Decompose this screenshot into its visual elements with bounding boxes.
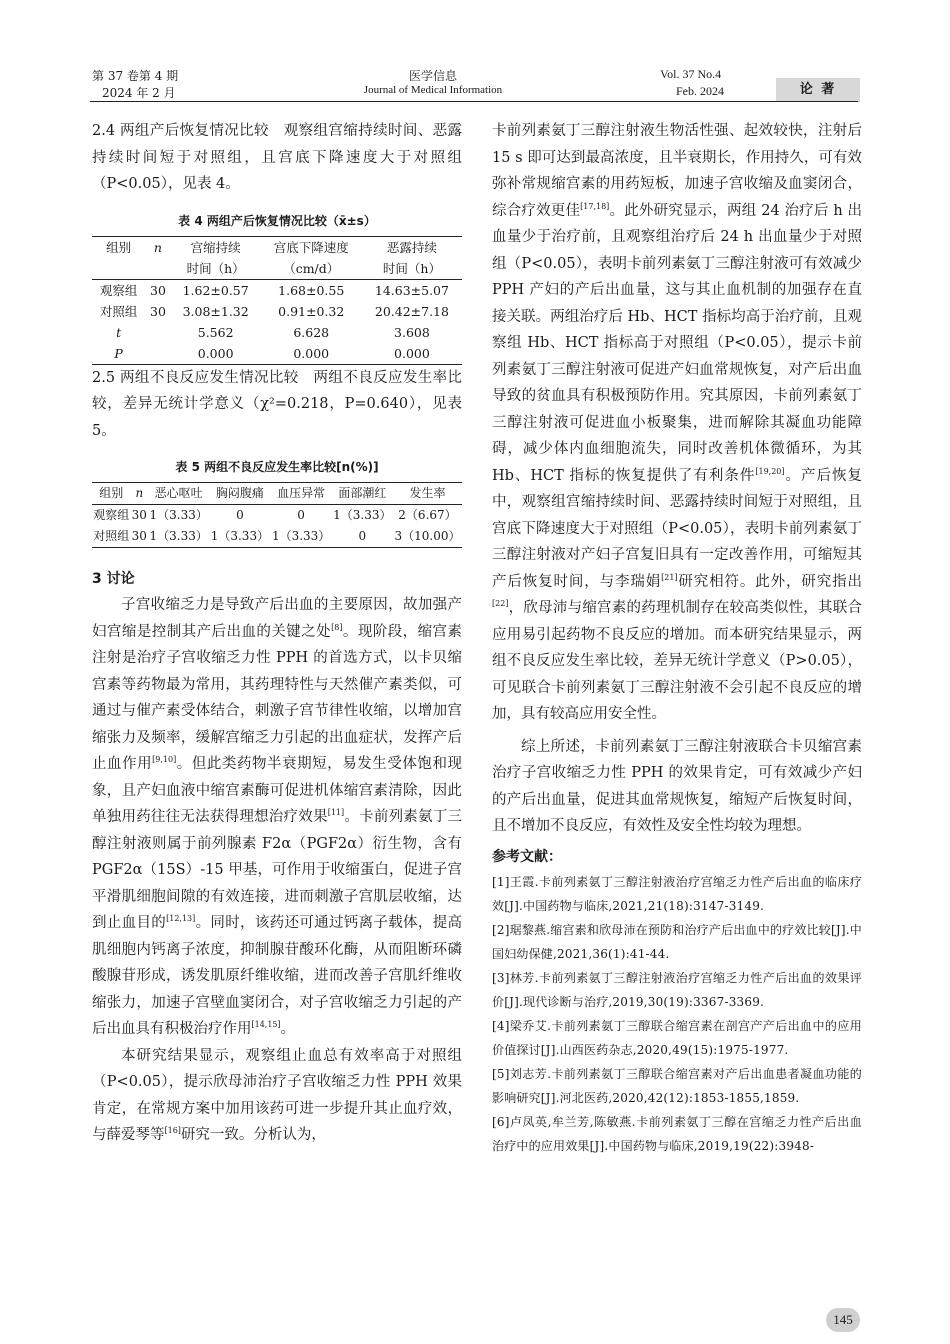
table-cell: 5.562	[197, 324, 234, 340]
table4-header: 宫缩持续	[190, 239, 241, 255]
text-run: ，欣母沛与缩宫素的药理机制存在较高类似性，其联合应用易引起药物不良反应的增加。而本研究结果显示，两组不良反应发生率比较，差异无统计学意义（P>0.05），可见联合卡前列素氨丁三醇注射液不会引起不良反应的增加，具有较高应用安全性。	[492, 600, 862, 722]
header-date: 2024 年 2 月	[102, 86, 176, 100]
reference-item: [1]王霞.卡前列素氨丁三醇注射液治疗宫缩乏力性产后出血的临床疗效[J].中国药物与临床,2021,21(18):3147-3149.	[492, 874, 862, 913]
table-cell: P	[114, 345, 123, 361]
citation: [16]	[164, 1126, 181, 1136]
table5-header: 恶心呕吐	[154, 486, 203, 500]
table-cell: 0	[297, 508, 305, 522]
table-row	[92, 505, 462, 527]
table-cell: 0.000	[197, 345, 234, 361]
citation: [9,10]	[152, 755, 177, 765]
text-run: 。但此类药物半衰期短，易发生受体饱和现象，且产妇血液中缩宫素酶可促进机体缩宫素清除，因此单独用药往往无法获得理想治疗效果	[92, 756, 463, 825]
table-cell: 观察组	[99, 282, 138, 298]
table-cell: 30	[131, 529, 147, 543]
table-cell: 1（3.33）	[333, 508, 392, 522]
reference-item: [5]刘志芳.卡前列素氨丁三醇联合缩宫素对产后出血患者凝血功能的影响研究[J].河北医药,2020,42(12):1853-1855,1859.	[492, 1066, 862, 1105]
citation: [19,20]	[755, 466, 785, 476]
table-cell: 1.68±0.55	[278, 282, 345, 298]
header-rule	[90, 101, 858, 102]
table-cell: 3（10.00）	[394, 529, 461, 543]
table-cell: 2（6.67）	[398, 508, 457, 522]
left-column	[92, 118, 462, 1149]
header-volume-en: Vol. 37 No.4	[660, 67, 722, 81]
table-cell: 3.08±1.32	[182, 303, 249, 319]
section-3-title: 3 讨论	[92, 571, 135, 587]
table-cell: 0	[236, 508, 244, 522]
table-cell: 1（3.33）	[210, 529, 270, 543]
table5-caption: 表 5 两组不良反应发生率比较[n(%)]	[175, 460, 379, 474]
citation: [14,15]	[251, 1020, 281, 1030]
table-row	[92, 301, 462, 322]
table5-header: n	[135, 486, 144, 500]
table4-caption: 表 4 两组产后恢复情况比较（x̄±s）	[178, 213, 376, 228]
table-cell: 3.608	[394, 324, 430, 340]
table-cell: 对照组	[99, 303, 138, 319]
table-cell: 0.000	[394, 345, 430, 361]
table-cell: 1（3.33）	[149, 508, 208, 522]
table-4	[92, 236, 462, 365]
discussion-continued	[492, 118, 862, 728]
reference-item: [4]梁乔艾.卡前列素氨丁三醇联合缩宫素在剖宫产产后出血中的应用价值探讨[J].山西医药杂志,2020,49(15):1975-1977.	[492, 1018, 862, 1057]
text-run: 。产后恢复中，观察组宫缩持续时间、恶露持续时间短于对照组，且宫底下降速度大于对照组（P<0.05），表明卡前列素氨丁三醇注射液对产妇子宫复旧具有一定改善作用，可缩短其产后恢复时间，与李瑞娟	[492, 467, 863, 590]
table-cell: 30	[150, 303, 166, 319]
table-row	[92, 279, 462, 301]
reference-item: [2]琚黎燕.缩宫素和欣母沛在预防和治疗产后出血中的疗效比较[J].中国妇幼保健,2021,36(1):41-44.	[492, 922, 862, 961]
citation: [12,13]	[166, 914, 196, 924]
journal-title-en: Journal of Medical Information	[363, 84, 503, 96]
table5-header: 胸闷腹痛	[215, 486, 264, 500]
conclusion-paragraph: 综上所述，卡前列素氨丁三醇注射液联合卡贝缩宫素治疗子宫收缩乏力性 PPH 的效果肯定，可有效减少产妇的产后出血量，促进其血常规恢复，缩短产后恢复时间，且不增加不良反应，有效性及安全性均较为理想。	[492, 738, 862, 834]
discussion-paragraph-1	[92, 592, 462, 1043]
table4-header: 宫底下降速度	[273, 239, 349, 255]
table-cell: 30	[131, 508, 147, 522]
header-volume: 第 37 卷第 4 期	[92, 69, 179, 83]
text-run: 研究一致。分析认为，	[180, 1127, 326, 1143]
table-row	[92, 322, 462, 343]
table-cell: 14.63±5.07	[374, 282, 449, 298]
journal-title: 医学信息	[408, 69, 457, 83]
citation: [21]	[661, 572, 678, 582]
table4-header: 恶露持续	[386, 239, 437, 255]
right-column	[492, 118, 862, 1158]
text-run: 。现阶段，缩宫素注射是治疗子宫收缩乏力性 PPH 的首选方式，以卡贝缩宫素等药物最为常用，其药理特性与天然催产素类似，可通过与催产素受体结合，刺激子宫节律性收缩，以增加宫缩张力及频率，缓解宫缩乏力引起的出血症状，发挥产后止血作用	[92, 623, 463, 772]
table4-header: n	[153, 239, 162, 255]
table-cell: 对照组	[93, 529, 130, 543]
table-cell: 0.91±0.32	[278, 303, 345, 319]
discussion-paragraph-2	[92, 1043, 462, 1149]
table-cell: 1（3.33）	[271, 529, 331, 543]
table4-subheader: 时间（h）	[186, 260, 245, 276]
table-cell: 0	[358, 529, 367, 543]
table-cell: 1.62±0.57	[182, 282, 249, 298]
citation: [17,18]	[580, 201, 610, 211]
text-run: 子宫收缩乏力是导致产后出血的主要原因，故加强产妇宫缩是控制其产后出血的关键之处	[92, 597, 462, 640]
table-cell: 6.628	[293, 324, 330, 340]
section-badge: 论 著	[776, 78, 860, 102]
text-run: 本研究结果显示，观察组止血总有效率高于对照组（P<0.05），提示欣母沛治疗子宫收缩乏力性 PPH 效果肯定，在常规方案中加用该药可进一步提升其止血疗效，与薛爱琴等	[92, 1047, 462, 1143]
citation: [22]	[492, 599, 509, 609]
table-cell	[145, 322, 171, 343]
table4-subheader	[92, 258, 145, 280]
table-5	[92, 482, 462, 548]
table-row	[92, 526, 462, 548]
table-row	[92, 343, 462, 365]
table5-header: 面部潮红	[338, 486, 387, 500]
table-cell: 0.000	[293, 345, 330, 361]
text-run: 。此外研究显示，两组 24 治疗后 h 出血量少于治疗前，且观察组治疗后 24 h 出血量少于对照组（P<0.05），表明卡前列素氨丁三醇注射液可有效减少 PPH 产妇的产后出血量，这与其止血机制的加强存在直接关联。两组治疗后 Hb、HCT 指标均高于治疗前，且观察组 Hb、HCT 指标高于对照组（P<0.05），提示卡前列素氨丁三醇注射液可促进产妇血常规恢复，对产后出血导致的贫血具有积极预防作用。究其原因，卡前列素氨丁三醇注射液可促进血小板聚集，进而解除其凝血功能障碍，减少体内血细胞流失，同时改善机体微循环，为其 Hb、HCT 指标的恢复提供了有利条件	[492, 202, 862, 484]
table4-header: 组别	[106, 239, 132, 255]
table4-subheader: （cm/d）	[283, 260, 340, 276]
header-date-en: Feb. 2024	[676, 84, 724, 98]
table-cell: 30	[150, 282, 166, 298]
paragraph-2-4: 2.4 两组产后恢复情况比较 观察组宫缩持续时间、恶露持续时间短于对照组，且宫底下降速度大于对照组（P<0.05），见表 4。	[92, 123, 462, 192]
text-run: 。同时，该药还可通过钙离子载体，提高肌细胞内钙离子浓度，抑制腺苷酸环化酶，从而阻断环磷酸腺苷形成，诱发肌原纤维收缩，进而改善子宫肌纤维收缩张力，加速子宫壁血窦闭合，对子宫收缩乏力引起的产后出血具有积极治疗作用	[92, 915, 463, 1037]
text-run: 。卡前列素氨丁三醇注射液则属于前列腺素 F2α（PGF2α）衍生物，含有 PGF2α（15S）-15 甲基，可作用于收缩蛋白，促进子宫平滑肌细胞间隙的有效连接，进而刺激子宫肌层收缩，达到止血目的	[92, 809, 462, 931]
table5-header: 组别	[99, 486, 124, 500]
table-cell	[145, 343, 171, 365]
citation: [8]	[331, 622, 343, 632]
page-header	[0, 0, 950, 110]
text-run: 。	[280, 1021, 296, 1037]
text-run: 研究相符。此外，研究指出	[677, 573, 863, 590]
table5-header: 血压异常	[277, 486, 326, 500]
reference-item: [3]林芳.卡前列素氨丁三醇注射液治疗宫缩乏力性产后出血的效果评价[J].现代诊断与治疗,2019,30(19):3367-3369.	[492, 970, 862, 1009]
reference-item: [6]卢凤英,牟兰芳,陈敏燕.卡前列素氨丁三醇在宫缩乏力性产后出血治疗中的应用效果[J].中国药物与临床,2019,19(22):3948-	[492, 1114, 862, 1153]
table-cell: 20.42±7.18	[374, 303, 449, 319]
text-run: 卡前列素氨丁三醇注射液生物活性强、起效较快，注射后 15 s 即可达到最高浓度，且半衰期长，作用持久，可有效弥补常规缩宫素的用药短板，加速子宫收缩及血窦闭合，综合疗效更佳	[492, 123, 862, 219]
table-cell: 1（3.33）	[149, 529, 208, 543]
citation: [11]	[327, 808, 345, 818]
table4-subheader	[145, 258, 171, 280]
table-cell: 观察组	[93, 508, 130, 522]
table5-header: 发生率	[409, 486, 446, 500]
table-cell: t	[116, 324, 122, 340]
paragraph-2-5: 2.5 两组不良反应发生情况比较 两组不良反应发生率比较，差异无统计学意义（χ²=0.218，P=0.640），见表 5。	[92, 369, 462, 439]
table4-subheader: 时间（h）	[382, 260, 441, 276]
references-title: 参考文献：	[492, 848, 562, 865]
page-number: 145	[826, 1308, 860, 1332]
